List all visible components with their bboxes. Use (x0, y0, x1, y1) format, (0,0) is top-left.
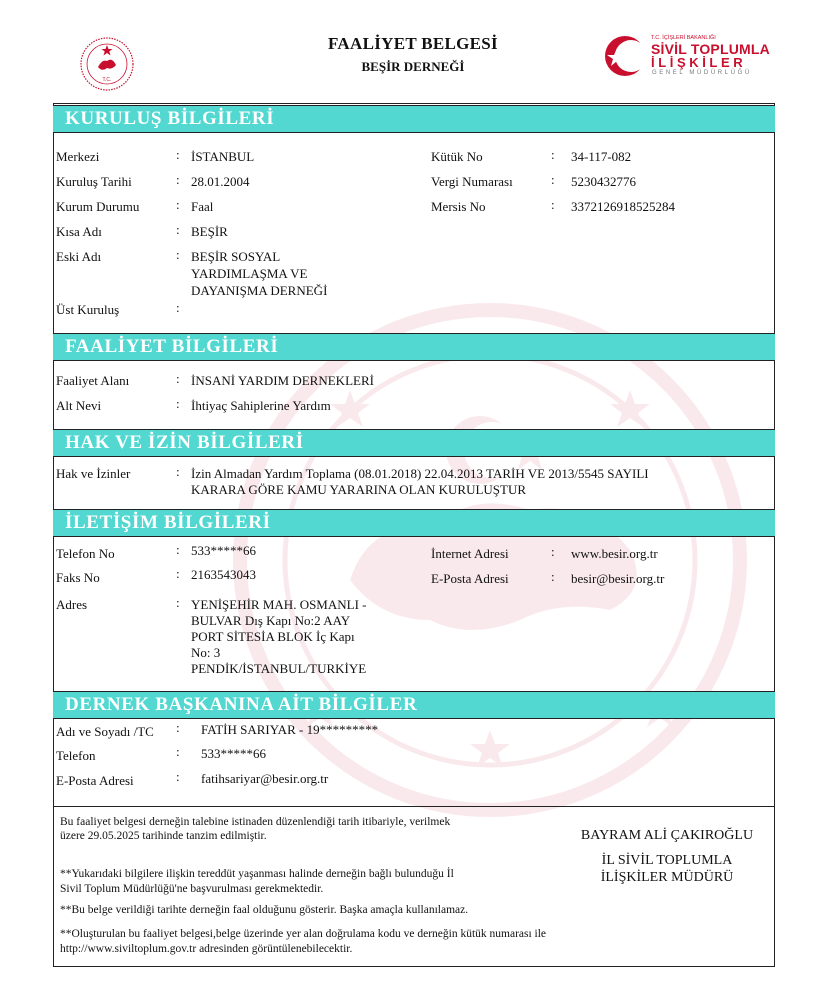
section-kurulus-header: KURULUŞ BİLGİLERİ (53, 105, 775, 133)
baskan-eposta-label: E-Posta Adresi (56, 773, 134, 788)
separator: : (176, 371, 180, 386)
alt-nevi-value: İhtiyaç Sahiplerine Yardım (191, 398, 331, 413)
logo-line2: İLİŞKİLER (651, 55, 747, 70)
separator: : (176, 172, 180, 187)
eposta-label: E-Posta Adresi (431, 571, 509, 586)
kisa-adi-label: Kısa Adı (56, 224, 102, 239)
hak-izinler-label: Hak ve İzinler (56, 466, 131, 481)
adres-label: Adres (56, 597, 88, 612)
eski-adi-label: Eski Adı (56, 249, 102, 264)
separator: : (176, 197, 180, 212)
logo-ministry-text: T.C. İÇİŞLERİ BAKANLIĞI (651, 35, 716, 41)
document-title: FAALİYET BELGESİ (328, 34, 498, 53)
hak-izinler-line2: KARARA GÖRE KAMU YARARINA OLAN KURULUŞTUR (191, 482, 527, 497)
separator: : (551, 172, 555, 187)
separator: : (551, 569, 555, 584)
separator: : (176, 464, 180, 479)
separator: : (176, 147, 180, 162)
eski-adi-line2: YARDIMLAŞMA VE (191, 266, 308, 281)
merkezi-label: Merkezi (56, 149, 100, 164)
eski-adi-line3: DAYANIŞMA DERNEĞİ (191, 283, 328, 298)
vergi-no-label: Vergi Numarası (431, 174, 513, 189)
section-baskan-header: DERNEK BAŞKANINA AİT BİLGİLER (53, 691, 775, 719)
telefon-no-value: 533*****66 (191, 543, 256, 558)
baskan-ad-value: FATİH SARIYAR - 19********* (201, 722, 379, 737)
footer-note-2-line2: Sivil Toplum Müdürlüğü'ne başvurulması gerekmektedir. (60, 883, 324, 895)
adres-line2: BULVAR Dış Kapı No:2 AAY (191, 613, 351, 628)
separator: : (176, 247, 180, 262)
baskan-eposta-value: fatihsariyar@besir.org.tr (201, 771, 329, 786)
separator: : (176, 720, 180, 735)
ministry-seal-icon (80, 37, 134, 91)
ust-kurulus-label: Üst Kuruluş (56, 302, 120, 317)
kutuk-no-label: Kütük No (431, 149, 483, 164)
internet-adresi-value: www.besir.org.tr (571, 546, 658, 561)
adres-line5: PENDİK/İSTANBUL/TURKİYE (191, 661, 367, 676)
separator: : (176, 222, 180, 237)
vergi-no-value: 5230432776 (571, 174, 636, 189)
separator: : (551, 197, 555, 212)
kurulus-tarihi-label: Kuruluş Tarihi (56, 174, 132, 189)
logo-line1: SİVİL TOPLUMLA (651, 41, 770, 57)
separator: : (176, 769, 180, 784)
mersis-no-value: 3372126918525284 (571, 199, 675, 214)
kurum-durumu-label: Kurum Durumu (56, 199, 140, 214)
faks-no-label: Faks No (56, 570, 100, 585)
merkezi-value: İSTANBUL (191, 149, 255, 164)
separator: : (176, 396, 180, 411)
adres-line4: No: 3 (191, 645, 221, 660)
separator: : (176, 744, 180, 759)
footer-note-4-line2: http://www.siviltoplum.gov.tr adresinden görüntülenebilecektir. (60, 943, 353, 955)
separator: : (551, 147, 555, 162)
faaliyet-alani-value: İNSANİ YARDIM DERNEKLERİ (191, 373, 374, 388)
mersis-no-label: Mersis No (431, 199, 486, 214)
svg-text:T.C.: T.C. (102, 77, 112, 83)
footer-divider (53, 806, 775, 807)
baskan-ad-label: Adı ve Soyadı /TC (56, 724, 154, 739)
eski-adi-line1: BEŞİR SOSYAL (191, 249, 281, 264)
signer-name: BAYRAM ALİ ÇAKIROĞLU (580, 828, 754, 843)
telefon-no-label: Telefon No (56, 546, 115, 561)
footer-note-2-line1: **Yukarıdaki bilgilere ilişkin tereddüt yaşanması halinde derneğin bağlı bulunduğu İl (60, 868, 454, 880)
adres-line1: YENİŞEHİR MAH. OSMANLI - (191, 597, 367, 612)
internet-adresi-label: İnternet Adresi (431, 546, 509, 561)
kurulus-tarihi-value: 28.01.2004 (191, 174, 250, 189)
document-subtitle: BEŞİR DERNEĞİ (361, 59, 465, 74)
section-iletisim-header: İLETİŞİM BİLGİLERİ (53, 509, 775, 537)
footer-note-1-line2: üzere 29.05.2025 tarihinde tanzim edilmiştir. (60, 830, 267, 842)
eposta-value: besir@besir.org.tr (571, 571, 665, 586)
separator: : (176, 566, 180, 581)
signer-title-line1: İL SİVİL TOPLUMLA (601, 853, 733, 868)
faaliyet-alani-label: Faaliyet Alanı (56, 373, 130, 388)
alt-nevi-label: Alt Nevi (56, 398, 102, 413)
footer-note-1-line1: Bu faaliyet belgesi derneğin talebine istinaden düzenlendiği tarih itibariyle, verilmek (60, 816, 451, 828)
kutuk-no-value: 34-117-082 (571, 149, 632, 164)
section-hak-header: HAK VE İZİN BİLGİLERİ (53, 429, 775, 457)
footer-note-3: **Bu belge verildiği tarihte derneğin faal olduğunu gösterir. Başka amaçla kullanılamaz. (60, 904, 469, 916)
baskan-telefon-label: Telefon (56, 748, 96, 763)
separator: : (176, 542, 180, 557)
kisa-adi-value: BEŞİR (191, 224, 228, 239)
signer-title-line2: İLİŞKİLER MÜDÜRÜ (600, 870, 734, 885)
kurum-durumu-value: Faal (191, 199, 214, 214)
faks-no-value: 2163543043 (191, 567, 256, 582)
footer-note-4-line1: **Oluşturulan bu faaliyet belgesi,belge üzerinde yer alan doğrulama kodu ve derneğin kütük numarası ile (60, 928, 547, 940)
logo-line3: GENEL MÜDÜRLÜĞÜ (652, 70, 752, 76)
separator: : (176, 595, 180, 610)
separator: : (551, 544, 555, 559)
baskan-telefon-value: 533*****66 (201, 746, 266, 761)
hak-izinler-line1: İzin Almadan Yardım Toplama (08.01.2018) 22.04.2013 TARİH VE 2013/5545 SAYILI (191, 466, 649, 481)
adres-line3: PORT SİTESİA BLOK İç Kapı (191, 629, 355, 644)
section-faaliyet-header: FAALİYET BİLGİLERİ (53, 333, 775, 361)
separator: : (176, 300, 180, 315)
